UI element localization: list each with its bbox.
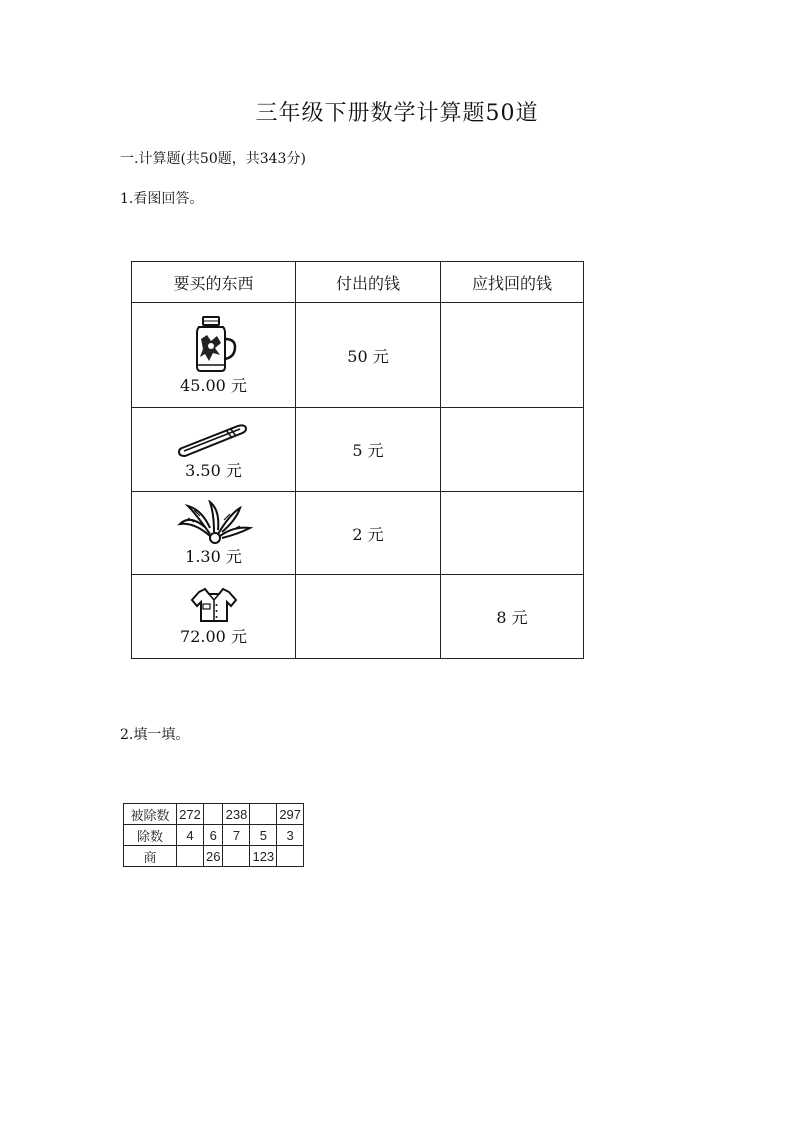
pen-icon — [176, 418, 252, 458]
item-price: 72.00 元 — [180, 627, 247, 646]
table-cell — [177, 846, 204, 867]
question-1-prompt: 1.看图回答。 — [120, 191, 204, 207]
item-price: 45.00 元 — [180, 375, 247, 395]
table-cell: 7 — [223, 825, 250, 846]
item-cell — [132, 303, 296, 408]
table-row — [132, 575, 584, 659]
paid-cell — [296, 575, 441, 659]
table-cell — [223, 846, 250, 867]
header-change: 应找回的钱 — [441, 262, 584, 303]
paid-cell: 2 元 — [296, 492, 441, 575]
row-label: 被除数 — [124, 804, 177, 825]
header-item: 要买的东西 — [132, 262, 296, 303]
thermos-icon — [189, 315, 239, 373]
table-cell: 123 — [250, 846, 277, 867]
division-table — [123, 803, 304, 867]
paid-cell: 5 元 — [296, 408, 441, 492]
table-row — [132, 408, 584, 492]
table-cell: 3 — [277, 825, 304, 846]
item-cell — [132, 575, 296, 659]
item-cell — [132, 492, 296, 575]
item-price: 1.30 元 — [185, 546, 242, 566]
question-2-prompt: 2.填一填。 — [120, 727, 190, 743]
change-cell — [441, 492, 584, 575]
shopping-table — [131, 261, 584, 659]
row-label: 除数 — [124, 825, 177, 846]
table-cell — [250, 804, 277, 825]
change-cell: 8 元 — [441, 575, 584, 659]
table-cell: 272 — [177, 804, 204, 825]
change-cell — [441, 408, 584, 492]
table-cell: 6 — [204, 825, 223, 846]
table-cell: 4 — [177, 825, 204, 846]
table-cell: 238 — [223, 804, 250, 825]
table-cell — [277, 846, 304, 867]
table-row — [124, 825, 304, 846]
table-cell: 5 — [250, 825, 277, 846]
page-title: 三年级下册数学计算题50道 — [255, 101, 539, 126]
table-row — [124, 846, 304, 867]
table-cell: 26 — [204, 846, 223, 867]
header-paid: 付出的钱 — [296, 262, 441, 303]
shirt-icon — [189, 586, 239, 624]
table-cell: 297 — [277, 804, 304, 825]
row-label: 商 — [124, 846, 177, 867]
table-row — [124, 804, 304, 825]
shuttlecock-icon — [174, 500, 254, 544]
item-price: 3.50 元 — [185, 461, 242, 480]
change-cell — [441, 303, 584, 408]
section-heading: 一.计算题(共50题，共343分) — [120, 151, 306, 167]
table-row — [132, 492, 584, 575]
item-cell — [132, 408, 296, 492]
table-row — [132, 303, 584, 408]
paid-cell: 50 元 — [296, 303, 441, 408]
table-cell — [204, 804, 223, 825]
